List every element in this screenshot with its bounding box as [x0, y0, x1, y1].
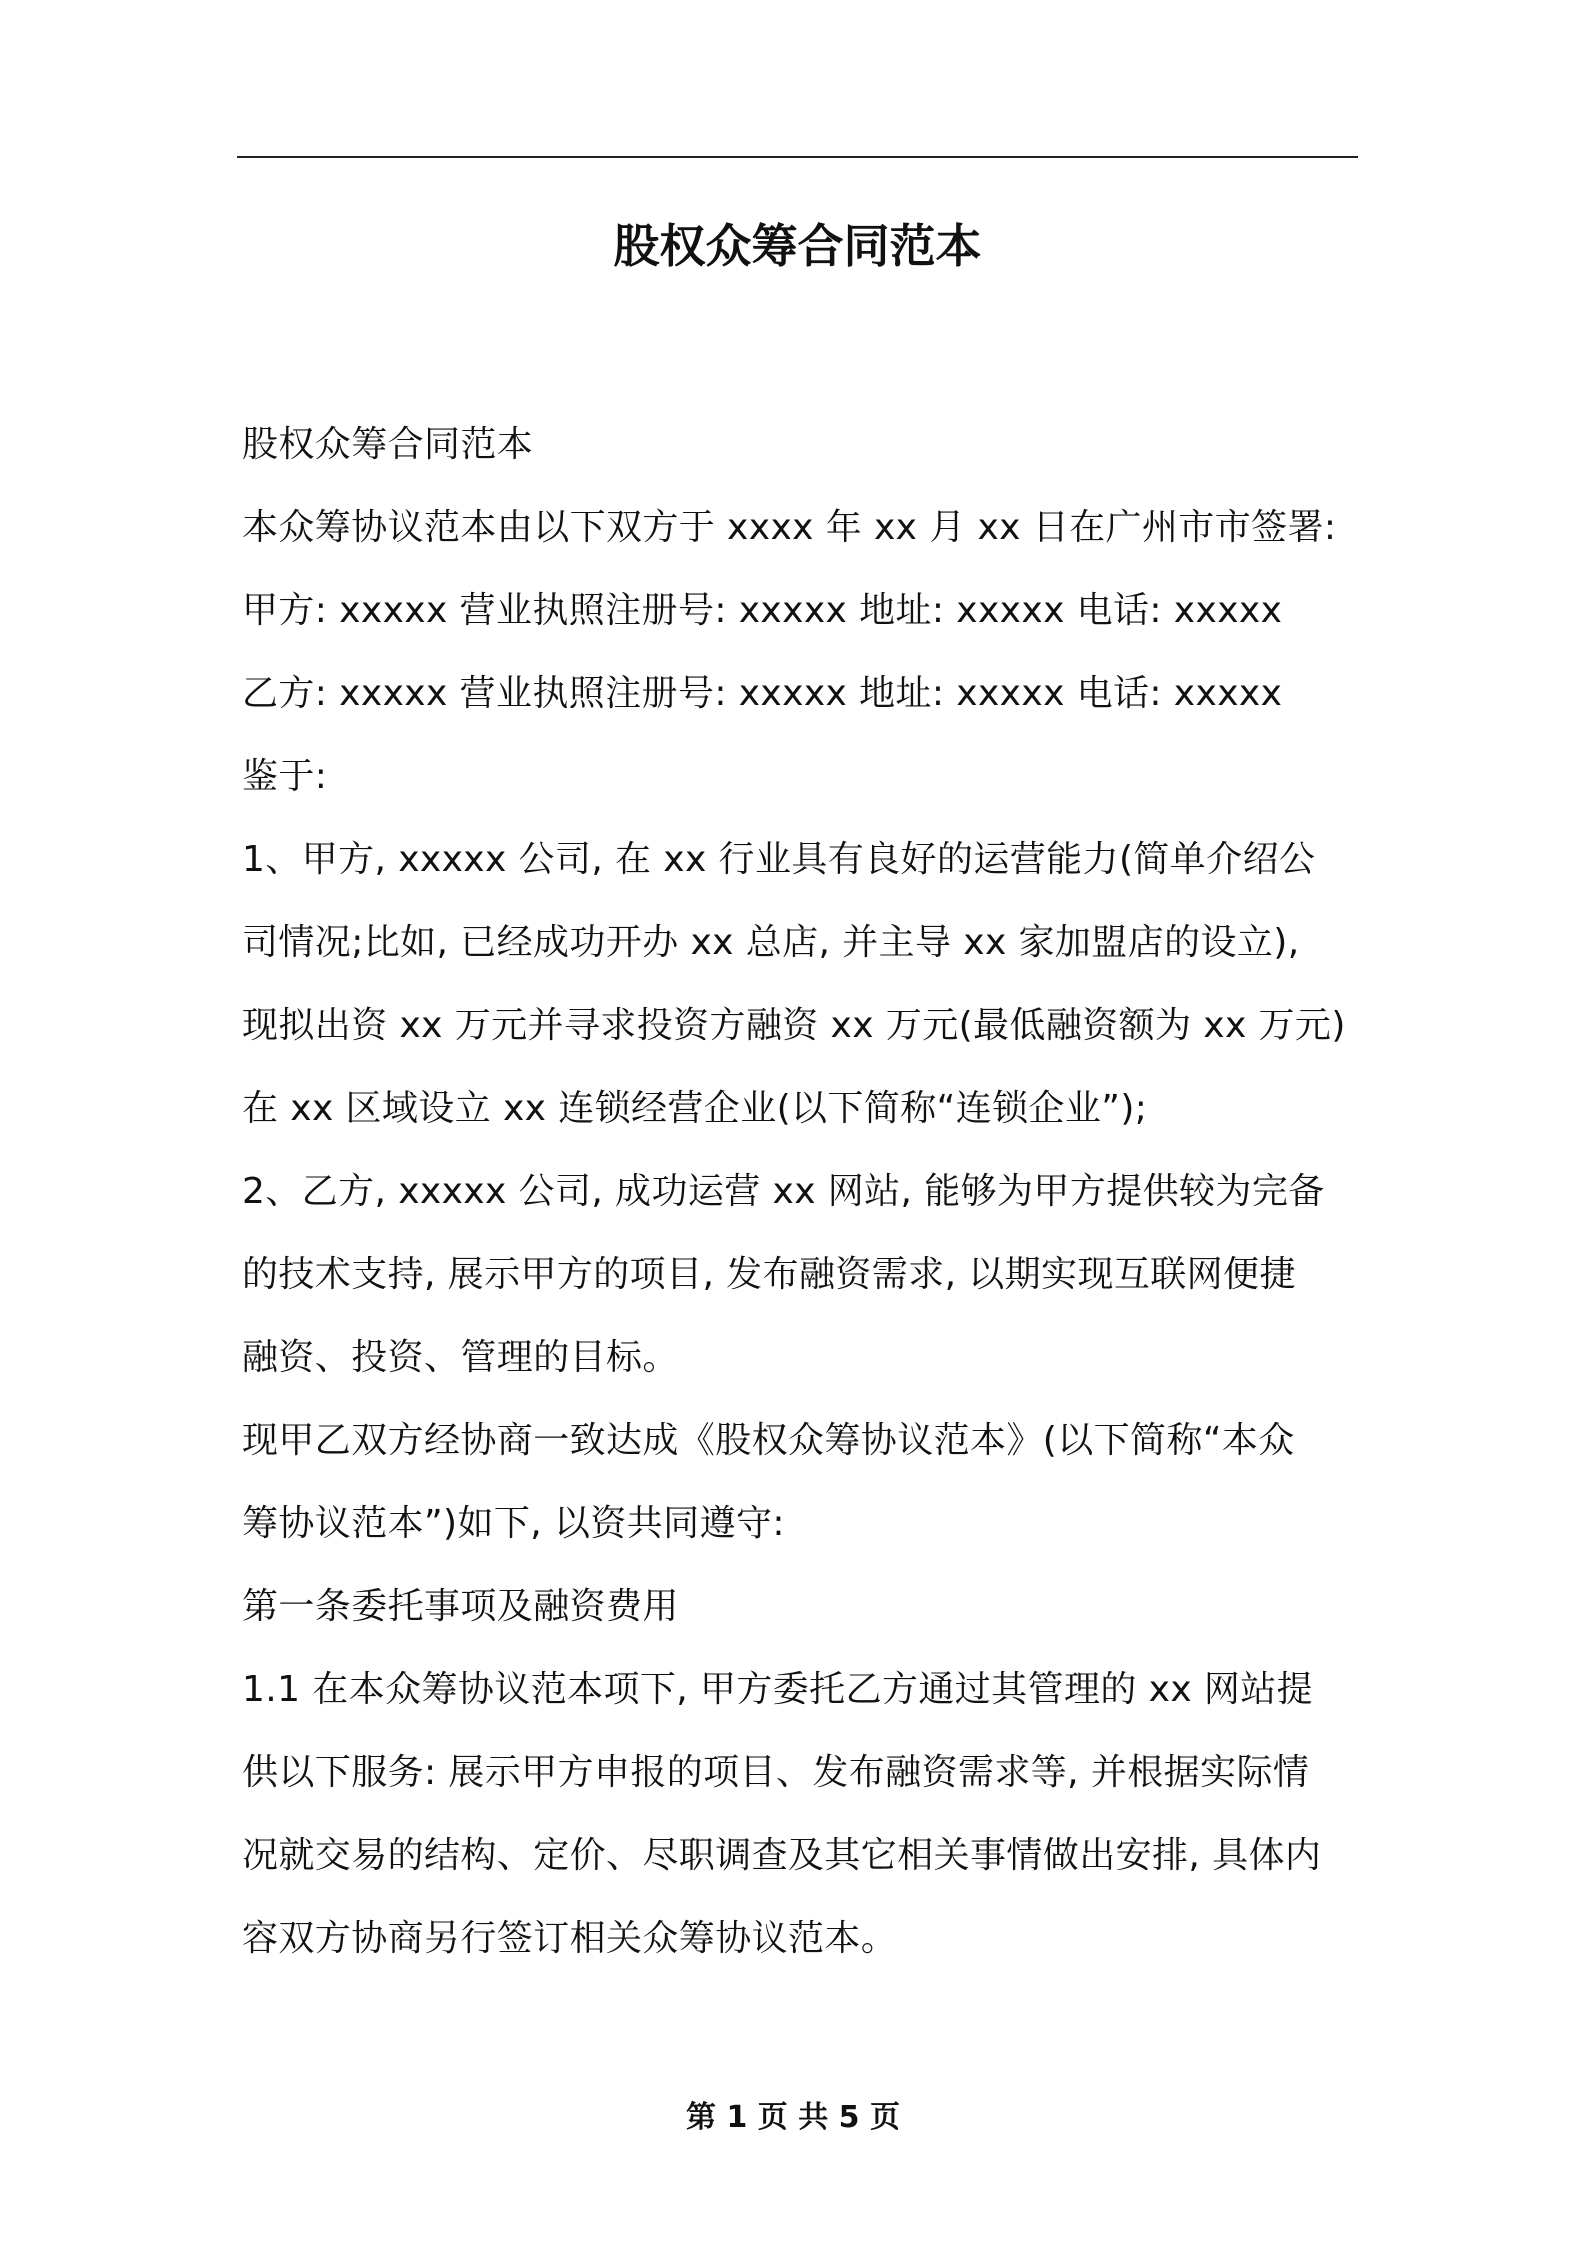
text-line: 在 xx 区域设立 xx 连锁经营企业(以下简称“连锁企业”);	[242, 1088, 1148, 1129]
text-line: 容双方协商另行签订相关众筹协议范本。	[242, 1918, 898, 1959]
document-body	[242, 403, 1363, 1980]
text-line: 况就交易的结构、定价、尽职调查及其它相关事情做出安排, 具体内	[242, 1835, 1322, 1876]
text-line: 乙方: xxxxx 营业执照注册号: xxxxx 地址: xxxxx 电话: xxxxx	[242, 673, 1283, 714]
header-rule	[237, 156, 1358, 158]
text-line: 筹协议范本”)如下, 以资共同遵守:	[242, 1503, 785, 1544]
text-line: 股权众筹合同范本	[242, 424, 534, 465]
document-title: 股权众筹合同范本	[613, 219, 982, 273]
text-line: 现甲乙双方经协商一致达成《股权众筹协议范本》(以下简称“本众	[242, 1420, 1295, 1461]
text-line: 司情况;比如, 已经成功开办 xx 总店, 并主导 xx 家加盟店的设立),	[242, 922, 1300, 963]
text-line: 鉴于:	[242, 756, 328, 797]
text-line: 的技术支持, 展示甲方的项目, 发布融资需求, 以期实现互联网便捷	[242, 1254, 1296, 1295]
text-line: 2、乙方, xxxxx 公司, 成功运营 xx 网站, 能够为甲方提供较为完备	[242, 1171, 1325, 1212]
text-line: 第一条委托事项及融资费用	[242, 1586, 679, 1627]
text-line: 融资、投资、管理的目标。	[242, 1337, 679, 1378]
body-text	[242, 403, 1363, 1980]
text-line: 现拟出资 xx 万元并寻求投资方融资 xx 万元(最低融资额为 xx 万元)	[242, 1005, 1346, 1046]
page-number-footer: 第 1 页 共 5 页	[686, 2100, 900, 2135]
text-line: 1.1 在本众筹协议范本项下, 甲方委托乙方通过其管理的 xx 网站提	[242, 1669, 1314, 1710]
text-line: 甲方: xxxxx 营业执照注册号: xxxxx 地址: xxxxx 电话: xxxxx	[242, 590, 1283, 631]
text-line: 1、甲方, xxxxx 公司, 在 xx 行业具有良好的运营能力(简单介绍公	[242, 839, 1316, 880]
text-line: 供以下服务: 展示甲方申报的项目、发布融资需求等, 并根据实际情	[242, 1752, 1310, 1793]
text-line: 本众筹协议范本由以下双方于 xxxx 年 xx 月 xx 日在广州市市签署:	[242, 507, 1337, 548]
